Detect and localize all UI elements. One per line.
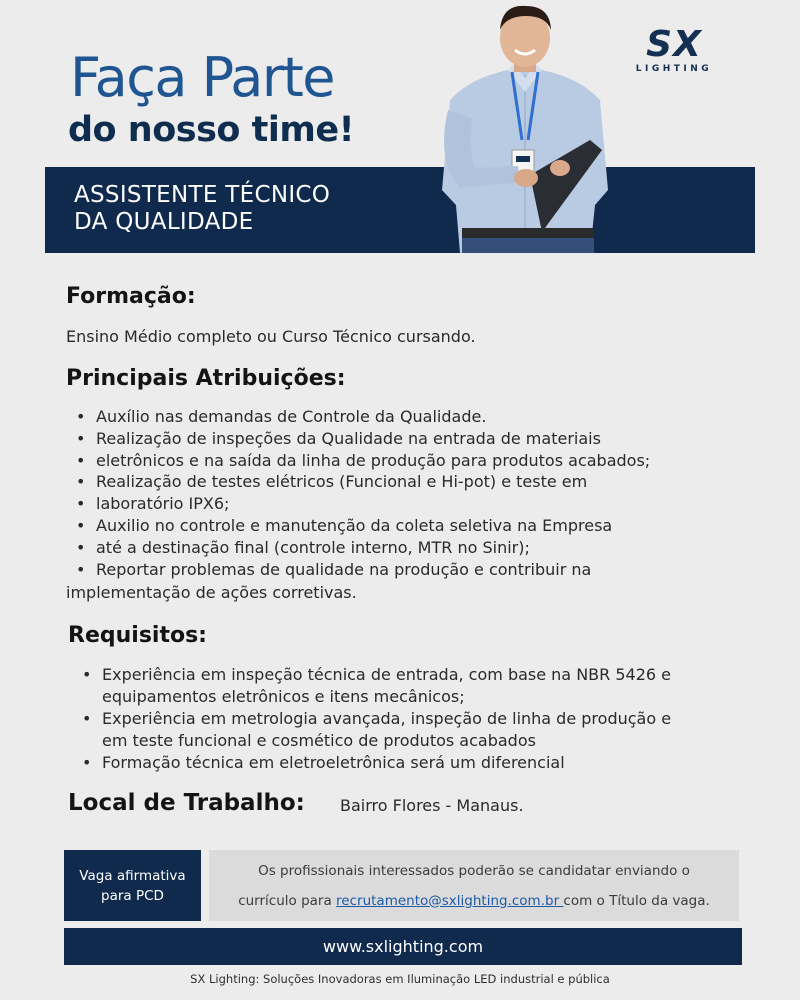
job-title [74, 182, 414, 236]
atribuicoes-tail: implementação de ações corretivas. [66, 583, 357, 602]
section-heading-local: Local de Trabalho: [68, 790, 305, 816]
apply-line2 [238, 886, 710, 916]
headline-line1: Faça Parte [70, 46, 334, 109]
logo-subtitle: LIGHTING [635, 64, 713, 74]
headline-line2: do nosso time! [68, 110, 355, 150]
website-link[interactable]: www.sxlighting.com [322, 937, 484, 956]
section-heading-atribuicoes: Principais Atribuições: [66, 366, 346, 391]
list-item: • eletrônicos e na saída da linha de produção para produtos acabados; [96, 450, 650, 472]
section-heading-requisitos: Requisitos: [68, 623, 207, 648]
company-tagline: SX Lighting: Soluções Inovadoras em Iluminação LED industrial e pública [190, 972, 610, 986]
pcd-badge [64, 850, 201, 921]
list-item: • Auxílio nas demandas de Controle da Qualidade. [96, 406, 650, 428]
atribuicoes-list [96, 406, 650, 580]
apply-instructions [209, 850, 739, 921]
section-heading-formacao: Formação: [66, 284, 196, 309]
list-item: • laboratório IPX6; [96, 493, 650, 515]
apply-line1: Os profissionais interessados poderão se candidatar enviando o [258, 862, 690, 879]
pcd-line1: Vaga afirmativa [79, 867, 186, 884]
list-item: • Realização de testes elétricos (Funcional e Hi-pot) e teste em [96, 471, 650, 493]
job-title-line1: ASSISTENTE TÉCNICO [74, 182, 331, 208]
apply-pre: currículo para [238, 892, 337, 909]
job-title-line2: DA QUALIDADE [74, 209, 254, 235]
list-item: equipamentos eletrônicos e itens mecânicos; [102, 687, 465, 706]
list-item: • Auxilio no controle e manutenção da coleta seletiva na Empresa [96, 515, 650, 537]
website-bar [64, 928, 742, 965]
list-item: • Experiência em inspeção técnica de entrada, com base na NBR 5426 e [102, 664, 671, 686]
list-item: • Formação técnica em eletroeletrônica será um diferencial [102, 752, 671, 774]
person-with-clipboard-image [430, 0, 620, 253]
logo-mark: SX [646, 24, 702, 65]
requisitos-list [102, 664, 671, 774]
list-item: em teste funcional e cosmético de produtos acabados [102, 731, 536, 750]
formacao-text: Ensino Médio completo ou Curso Técnico cursando. [66, 327, 476, 346]
list-item: • Experiência em metrologia avançada, inspeção de linha de produção e [102, 708, 671, 730]
list-item: • Realização de inspeções da Qualidade na entrada de materiais [96, 428, 650, 450]
sx-lighting-logo [628, 24, 720, 74]
list-item: • até a destinação final (controle interno, MTR no Sinir); [96, 537, 650, 559]
list-item: • Reportar problemas de qualidade na produção e contribuir na [96, 559, 650, 581]
apply-post: com o Título da vaga. [563, 892, 710, 909]
pcd-line2: para PCD [101, 887, 164, 904]
local-value: Bairro Flores - Manaus. [340, 796, 524, 815]
email-link[interactable]: recrutamento@sxlighting.com.br [336, 892, 564, 909]
